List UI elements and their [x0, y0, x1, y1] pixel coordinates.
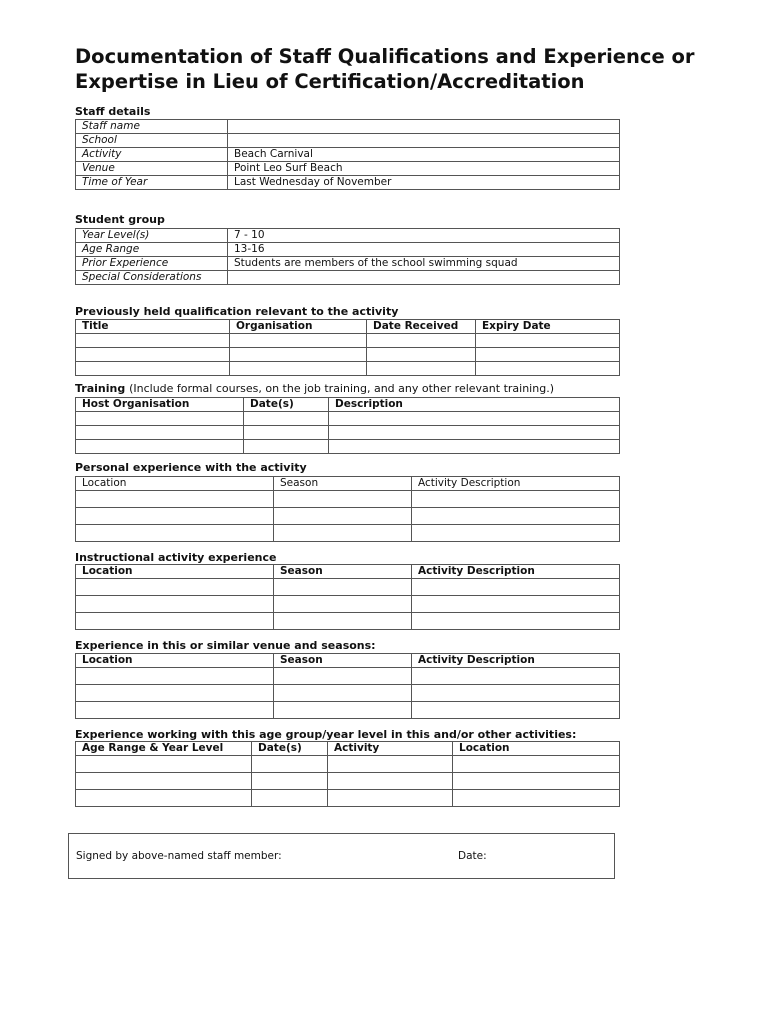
- table-row: [76, 508, 620, 525]
- student-group-table: [75, 228, 620, 285]
- venue-label: Venue: [76, 162, 228, 176]
- table-cell[interactable]: [244, 440, 329, 454]
- table-header-row: [76, 320, 620, 334]
- table-cell[interactable]: [328, 756, 453, 773]
- column-header-season: Season: [274, 477, 412, 491]
- table-cell[interactable]: [274, 613, 412, 630]
- special-considerations-label: Special Considerations: [76, 271, 228, 285]
- table-cell[interactable]: [230, 348, 367, 362]
- table-cell[interactable]: [76, 334, 230, 348]
- column-header-dates: Date(s): [244, 398, 329, 412]
- age-range-label: Age Range: [76, 243, 228, 257]
- table-header-row: [76, 565, 620, 579]
- year-levels-field[interactable]: 7 - 10: [228, 229, 620, 243]
- table-header-row: [76, 477, 620, 491]
- table-cell[interactable]: [244, 426, 329, 440]
- table-row: [76, 148, 620, 162]
- table-cell[interactable]: [412, 702, 620, 719]
- personal-experience-table: [75, 476, 620, 542]
- table-row: [76, 668, 620, 685]
- table-row: [76, 162, 620, 176]
- table-cell[interactable]: [328, 790, 453, 807]
- table-row: [76, 243, 620, 257]
- time-of-year-field[interactable]: Last Wednesday of November: [228, 176, 620, 190]
- training-table: [75, 397, 620, 454]
- table-cell[interactable]: [76, 440, 244, 454]
- table-cell[interactable]: [76, 362, 230, 376]
- table-cell[interactable]: [252, 756, 328, 773]
- column-header-location: Location: [76, 565, 274, 579]
- table-cell[interactable]: [76, 348, 230, 362]
- table-row: [76, 176, 620, 190]
- table-row: [76, 756, 620, 773]
- table-cell[interactable]: [412, 668, 620, 685]
- table-row: [76, 348, 620, 362]
- training-heading-label: Training: [75, 382, 126, 395]
- table-cell[interactable]: [76, 525, 274, 542]
- column-header-activity-description: Activity Description: [412, 565, 620, 579]
- table-cell[interactable]: [329, 426, 620, 440]
- table-cell[interactable]: [76, 756, 252, 773]
- table-header-row: [76, 654, 620, 668]
- table-cell[interactable]: [244, 412, 329, 426]
- table-cell[interactable]: [412, 579, 620, 596]
- column-header-location: Location: [76, 477, 274, 491]
- activity-label: Activity: [76, 148, 228, 162]
- table-row: [76, 685, 620, 702]
- training-heading: [75, 382, 554, 395]
- table-row: [76, 613, 620, 630]
- column-header-location: Location: [453, 742, 620, 756]
- table-header-row: [76, 398, 620, 412]
- table-cell[interactable]: [274, 579, 412, 596]
- column-header-host-organisation: Host Organisation: [76, 398, 244, 412]
- table-cell[interactable]: [329, 412, 620, 426]
- table-cell[interactable]: [367, 334, 476, 348]
- column-header-activity: Activity: [328, 742, 453, 756]
- table-row: [76, 271, 620, 285]
- activity-field[interactable]: Beach Carnival: [228, 148, 620, 162]
- table-cell[interactable]: [76, 508, 274, 525]
- table-cell[interactable]: [476, 362, 620, 376]
- column-header-season: Season: [274, 654, 412, 668]
- table-cell[interactable]: [252, 790, 328, 807]
- column-header-location: Location: [76, 654, 274, 668]
- table-cell[interactable]: [274, 685, 412, 702]
- table-cell[interactable]: [412, 508, 620, 525]
- school-field[interactable]: [228, 134, 620, 148]
- table-cell[interactable]: [329, 440, 620, 454]
- personal-experience-heading: Personal experience with the activity: [75, 461, 307, 474]
- column-header-age-range-year-level: Age Range & Year Level: [76, 742, 252, 756]
- staff-details-table: [75, 119, 620, 190]
- table-cell[interactable]: [252, 773, 328, 790]
- column-header-organisation: Organisation: [230, 320, 367, 334]
- table-row: [76, 491, 620, 508]
- table-cell[interactable]: [274, 491, 412, 508]
- table-row: [76, 579, 620, 596]
- table-cell[interactable]: [76, 702, 274, 719]
- table-cell[interactable]: [76, 491, 274, 508]
- table-row: [76, 525, 620, 542]
- table-cell[interactable]: [274, 668, 412, 685]
- prior-experience-label: Prior Experience: [76, 257, 228, 271]
- table-row: [76, 596, 620, 613]
- staff-name-label: Staff name: [76, 120, 228, 134]
- column-header-description: Description: [329, 398, 620, 412]
- table-row: [76, 702, 620, 719]
- column-header-activity-description: Activity Description: [412, 477, 620, 491]
- page-title: Documentation of Staff Qualifications and Experience or Expertise in Lieu of Certification/Accreditation: [75, 45, 695, 93]
- table-cell[interactable]: [76, 426, 244, 440]
- venue-field[interactable]: Point Leo Surf Beach: [228, 162, 620, 176]
- table-row: [76, 334, 620, 348]
- qualifications-table: [75, 319, 620, 376]
- table-cell[interactable]: [76, 596, 274, 613]
- table-row: [76, 790, 620, 807]
- table-cell[interactable]: [76, 773, 252, 790]
- age-range-field[interactable]: 13-16: [228, 243, 620, 257]
- table-cell[interactable]: [453, 756, 620, 773]
- table-cell[interactable]: [412, 491, 620, 508]
- table-cell[interactable]: [367, 362, 476, 376]
- table-cell[interactable]: [412, 596, 620, 613]
- student-group-heading: Student group: [75, 213, 165, 226]
- table-row: [76, 426, 620, 440]
- column-header-title: Title: [76, 320, 230, 334]
- table-header-row: [76, 742, 620, 756]
- table-row: [76, 134, 620, 148]
- table-cell[interactable]: [76, 412, 244, 426]
- table-cell[interactable]: [274, 702, 412, 719]
- column-header-activity-description: Activity Description: [412, 654, 620, 668]
- school-label: School: [76, 134, 228, 148]
- table-cell[interactable]: [76, 790, 252, 807]
- table-row: [76, 120, 620, 134]
- age-group-experience-heading: Experience working with this age group/year level in this and/or other activities:: [75, 728, 577, 741]
- table-row: [76, 412, 620, 426]
- table-cell[interactable]: [274, 508, 412, 525]
- staff-details-heading: Staff details: [75, 105, 151, 118]
- table-cell[interactable]: [274, 596, 412, 613]
- table-cell[interactable]: [412, 685, 620, 702]
- instructional-experience-heading: Instructional activity experience: [75, 551, 277, 564]
- date-label: Date:: [458, 850, 487, 862]
- table-cell[interactable]: [412, 525, 620, 542]
- table-cell[interactable]: [230, 362, 367, 376]
- table-row: [76, 229, 620, 243]
- table-cell[interactable]: [230, 334, 367, 348]
- venue-experience-table: [75, 653, 620, 719]
- qualifications-heading: Previously held qualification relevant to the activity: [75, 305, 399, 318]
- table-cell[interactable]: [476, 334, 620, 348]
- special-considerations-field[interactable]: [228, 271, 620, 285]
- column-header-season: Season: [274, 565, 412, 579]
- table-row: [76, 362, 620, 376]
- staff-name-field[interactable]: [228, 120, 620, 134]
- table-cell[interactable]: [453, 790, 620, 807]
- instructional-experience-table: [75, 564, 620, 630]
- table-cell[interactable]: [76, 579, 274, 596]
- table-cell[interactable]: [328, 773, 453, 790]
- column-header-dates: Date(s): [252, 742, 328, 756]
- table-cell[interactable]: [412, 613, 620, 630]
- table-cell[interactable]: [476, 348, 620, 362]
- table-row: [76, 257, 620, 271]
- table-cell[interactable]: [76, 685, 274, 702]
- table-row: [76, 440, 620, 454]
- training-heading-note: (Include formal courses, on the job training, and any other relevant training.): [129, 382, 554, 395]
- table-cell[interactable]: [76, 668, 274, 685]
- prior-experience-field[interactable]: Students are members of the school swimming squad: [228, 257, 620, 271]
- signature-box: [68, 833, 615, 879]
- time-of-year-label: Time of Year: [76, 176, 228, 190]
- table-cell[interactable]: [453, 773, 620, 790]
- column-header-date-received: Date Received: [367, 320, 476, 334]
- table-row: [76, 773, 620, 790]
- table-cell[interactable]: [274, 525, 412, 542]
- venue-experience-heading: Experience in this or similar venue and seasons:: [75, 639, 376, 652]
- column-header-expiry-date: Expiry Date: [476, 320, 620, 334]
- year-levels-label: Year Level(s): [76, 229, 228, 243]
- age-group-experience-table: [75, 741, 620, 807]
- table-cell[interactable]: [76, 613, 274, 630]
- signed-by-label: Signed by above-named staff member:: [76, 850, 282, 862]
- table-cell[interactable]: [367, 348, 476, 362]
